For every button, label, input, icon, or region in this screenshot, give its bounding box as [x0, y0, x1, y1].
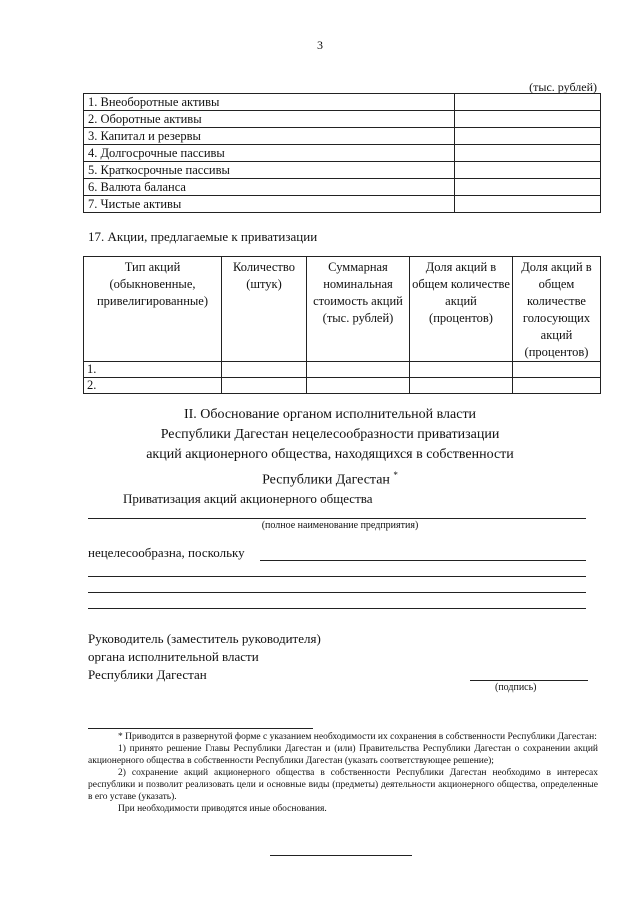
- footnote-item: 1) принято решение Главы Республики Дагестан и (или) Правительства Республики Дагестан о сохранении акций акционерного общества в собственности Республики Дагестан (указать соответствующее решение);: [88, 744, 598, 766]
- row-label: 5. Краткосрочные пассивы: [84, 162, 455, 179]
- row-label: 4. Долгосрочные пассивы: [84, 145, 455, 162]
- bottom-divider: [270, 855, 412, 856]
- row-number: 2.: [84, 378, 222, 394]
- table-cell: [222, 378, 307, 394]
- signatory-title: органа исполнительной власти: [88, 649, 259, 664]
- units-label: (тыс. рублей): [529, 80, 597, 94]
- table-cell: [222, 362, 307, 378]
- reason-line[interactable]: [88, 608, 586, 609]
- table-row: [84, 128, 601, 145]
- footnote-item: 2) сохранение акций акционерного общества в собственности Республики Дагестан необходимо в интересах республики и позволит реализовать цели и основные виды (предметы) деятельности акционерного общества, определенные в его уставе (указать).: [88, 768, 598, 802]
- table-row: [84, 378, 601, 394]
- table-row: [84, 196, 601, 213]
- table-cell: [307, 378, 410, 394]
- column-header-share-percent: Доля акций в общем количестве акций (процентов): [410, 257, 513, 362]
- value-cell: [455, 145, 601, 162]
- reason-line[interactable]: [88, 576, 586, 577]
- table-row: [84, 94, 601, 111]
- column-header-quantity: Количество (штук): [222, 257, 307, 362]
- table-row: [84, 362, 601, 378]
- section-17-title: 17. Акции, предлагаемые к приватизации: [88, 229, 318, 244]
- signature-line[interactable]: [470, 680, 588, 681]
- signature-caption: (подпись): [495, 682, 537, 693]
- value-cell: [455, 162, 601, 179]
- table-cell: [410, 378, 513, 394]
- shares-table: [83, 256, 601, 394]
- heading-line-text: Республики Дагестан: [262, 472, 390, 488]
- column-header-voting-percent: Доля акций в общем количестве голосующих акций (процентов): [513, 257, 601, 362]
- footnote-mark: *: [393, 470, 398, 480]
- reason-line[interactable]: [260, 560, 586, 561]
- heading-line: [60, 465, 600, 491]
- table-row: [84, 179, 601, 196]
- value-cell: [455, 196, 601, 213]
- table-row: [84, 111, 601, 128]
- row-number: 1.: [84, 362, 222, 378]
- value-cell: [455, 94, 601, 111]
- signatory-title: Руководитель (заместитель руководителя): [88, 631, 321, 646]
- table-header-row: [84, 257, 601, 362]
- signatory-title: Республики Дагестан: [88, 667, 207, 682]
- heading-line: Республики Дагестан нецелесообразности приватизации: [160, 427, 500, 442]
- row-label: 1. Внеоборотные активы: [84, 94, 455, 111]
- value-cell: [455, 111, 601, 128]
- company-name-line[interactable]: [88, 518, 586, 519]
- heading-line: акций акционерного общества, находящихся в собственности: [146, 447, 514, 462]
- heading-line: II. Обоснование органом исполнительной власти: [183, 407, 477, 422]
- table-cell: [513, 378, 601, 394]
- value-cell: [455, 179, 601, 196]
- section-2-heading: [60, 405, 600, 491]
- inexpedient-text: нецелесообразна, поскольку: [88, 545, 245, 560]
- privatization-text: Приватизация акций акционерного общества: [123, 491, 373, 506]
- signature-block: [88, 630, 321, 684]
- value-cell: [455, 128, 601, 145]
- row-label: 3. Капитал и резервы: [84, 128, 455, 145]
- reason-line[interactable]: [88, 592, 586, 593]
- table-row: [84, 162, 601, 179]
- financial-table: [83, 93, 601, 213]
- column-header-share-type: Тип акций (обыкновенные, привелигированные): [84, 257, 222, 362]
- page-number: 3: [317, 38, 323, 52]
- company-name-caption: (полное наименование предприятия): [261, 520, 419, 531]
- column-header-nominal-value: Суммарная номинальная стоимость акций (тыс. рублей): [307, 257, 410, 362]
- footnotes: [88, 731, 598, 815]
- footnote-main: * Приводится в развернутой форме с указанием необходимости их сохранения в собственности Республики Дагестан:: [118, 732, 597, 742]
- table-cell: [410, 362, 513, 378]
- table-cell: [513, 362, 601, 378]
- row-label: 2. Оборотные активы: [84, 111, 455, 128]
- row-label: 7. Чистые активы: [84, 196, 455, 213]
- footnote-item: При необходимости приводятся иные обоснования.: [118, 804, 327, 814]
- row-label: 6. Валюта баланса: [84, 179, 455, 196]
- table-row: [84, 145, 601, 162]
- footnote-divider: [88, 728, 313, 729]
- table-cell: [307, 362, 410, 378]
